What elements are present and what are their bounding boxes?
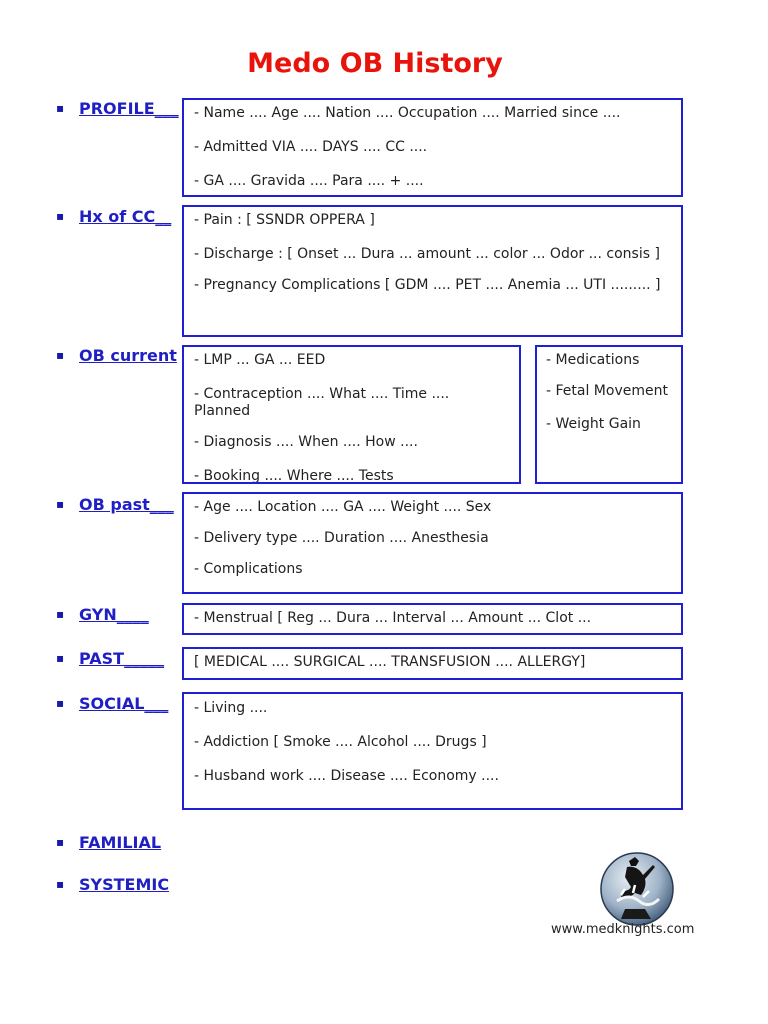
bullet-icon (56, 837, 64, 847)
ob-past-line: - Delivery type .... Duration .... Anesthesia (194, 530, 489, 546)
ob-past-line: - Age .... Location .... GA .... Weight .... Sex (194, 499, 492, 515)
social-line: - Living .... (194, 700, 268, 716)
profile-box (182, 98, 683, 197)
section-label-profile: PROFILE___ (79, 99, 179, 118)
social-line: - Husband work .... Disease .... Economy .... (194, 768, 499, 784)
section-label-ob-current: OB current (79, 346, 177, 365)
hx-of-cc-box (182, 205, 683, 337)
profile-line: - Name .... Age .... Nation .... Occupation .... Married since .... (194, 105, 621, 121)
profile-line: - Admitted VIA .... DAYS .... CC .... (194, 139, 428, 155)
page-title: Medo OB History (247, 48, 503, 79)
bullet-icon (56, 879, 64, 889)
gyn-line: - Menstrual [ Reg ... Dura ... Interval ... Amount ... Clot ... (194, 610, 592, 626)
ob-past-box (182, 492, 683, 594)
section-label-systemic: SYSTEMIC (79, 875, 170, 894)
hx-line: - Pain : [ SSNDR OPPERA ] (194, 212, 375, 228)
past-line: [ MEDICAL .... SURGICAL .... TRANSFUSION .... ALLERGY] (194, 654, 586, 670)
bullet-icon (56, 350, 64, 360)
bullet-icon (56, 211, 64, 221)
social-line: - Addiction [ Smoke .... Alcohol .... Drugs ] (194, 734, 487, 750)
ob-current-side-line: - Fetal Movement (546, 383, 668, 399)
past-box (182, 647, 683, 680)
ob-current-line: - LMP ... GA ... EED (194, 352, 326, 368)
bullet-icon (56, 653, 64, 663)
ob-current-side-line: - Medications (546, 352, 640, 368)
bullet-icon (56, 499, 64, 509)
section-label-hx-of-cc: Hx of CC__ (79, 207, 172, 226)
hx-line: - Pregnancy Complications [ GDM .... PET .... Anemia ... UTI ......... ] (194, 277, 661, 293)
ob-current-side-box (535, 345, 683, 484)
ob-current-box (182, 345, 521, 484)
social-box (182, 692, 683, 810)
bullet-icon (56, 103, 64, 113)
section-label-social: SOCIAL___ (79, 694, 169, 713)
section-label-ob-past: OB past___ (79, 495, 174, 514)
gyn-box (182, 603, 683, 635)
section-label-gyn: GYN____ (79, 605, 149, 624)
section-label-familial: FAMILIAL (79, 833, 162, 852)
medknights-logo-icon (599, 851, 675, 927)
section-label-past: PAST_____ (79, 649, 165, 668)
bullet-icon (56, 609, 64, 619)
ob-current-line: - Diagnosis .... When .... How .... (194, 434, 418, 450)
hx-line: - Discharge : [ Onset ... Dura ... amount ... color ... Odor ... consis ] (194, 246, 660, 262)
bullet-icon (56, 698, 64, 708)
ob-current-line: - Contraception .... What .... Time .... Planned (194, 386, 450, 419)
footer-url[interactable]: www.medknights.com (551, 922, 695, 937)
profile-line: - GA .... Gravida .... Para .... + .... (194, 173, 424, 189)
ob-current-line: - Booking .... Where .... Tests (194, 468, 394, 484)
ob-current-side-line: - Weight Gain (546, 416, 641, 432)
ob-past-line: - Complications (194, 561, 303, 577)
